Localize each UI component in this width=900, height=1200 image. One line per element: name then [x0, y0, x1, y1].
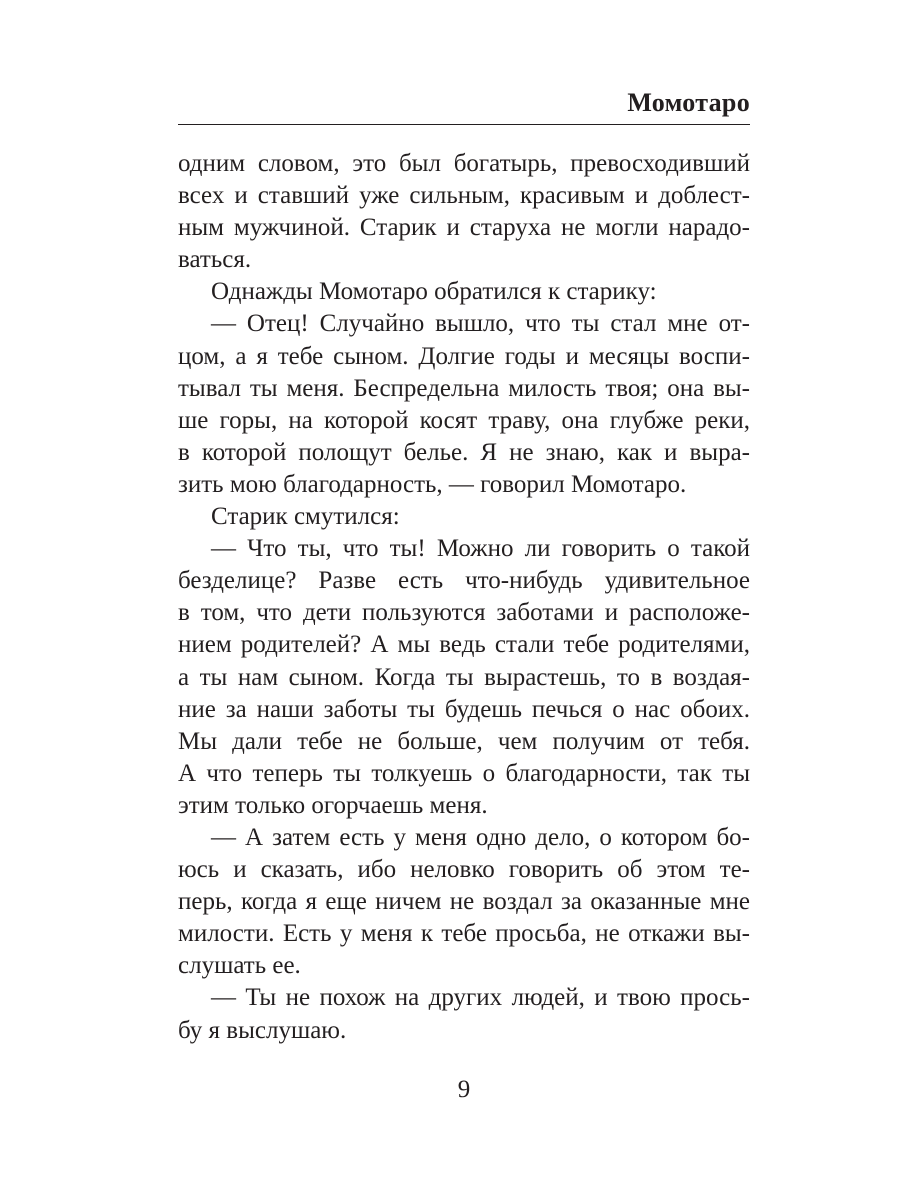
page-number: 9 — [457, 1076, 471, 1103]
text-line: нием родителей? А мы ведь стали тебе родителями, — [178, 631, 750, 659]
text-line: безделице? Разве есть что-нибудь удивительное — [178, 567, 750, 595]
text-line: этим только огорчаешь меня. — [178, 791, 488, 819]
text-line: в которой полощут белье. Я не знаю, как и выра- — [178, 438, 750, 466]
body-text — [178, 148, 750, 1047]
text-line: Однажды Момотаро обратился к старику: — [211, 278, 657, 306]
text-line: ваться. — [178, 246, 252, 274]
text-line: — Что ты, что ты! Можно ли говорить о такой — [211, 535, 750, 563]
text-line: А что теперь ты толкуешь о благодарности, так ты — [178, 759, 750, 787]
running-title: Момотаро — [627, 88, 750, 117]
text-line: зить мою благодарность, — говорил Момотаро. — [178, 470, 687, 498]
text-line: ным мужчиной. Старик и старуха не могли нарадо- — [178, 214, 750, 242]
header-rule — [178, 124, 750, 125]
text-line: ние за наши заботы ты будешь печься о нас обоих. — [178, 695, 750, 723]
text-line: одним словом, это был богатырь, превосходивший — [178, 150, 750, 177]
text-line: Старик смутился: — [211, 503, 400, 531]
text-line: а ты нам сыном. Когда ты вырастешь, то в воздая- — [178, 663, 750, 691]
text-line: цом, а я тебе сыном. Долгие годы и месяцы воспи- — [178, 342, 750, 370]
text-line: — Отец! Случайно вышло, что ты стал мне от- — [211, 310, 750, 338]
text-line: тывал ты меня. Беспредельна милость твоя; она вы- — [178, 374, 750, 402]
text-line: слушать ее. — [178, 952, 301, 980]
text-line: всех и ставший уже сильным, красивым и доблест- — [178, 182, 750, 210]
text-line: Мы дали тебе не больше, чем получим от тебя. — [178, 727, 750, 755]
text-line: юсь и сказать, ибо неловко говорить об этом те- — [178, 856, 750, 884]
text-line: бу я выслушаю. — [178, 1016, 347, 1044]
text-line: в том, что дети пользуются заботами и расположе- — [178, 599, 750, 627]
text-line: — Ты не похож на других людей, и твою прось- — [211, 984, 750, 1012]
text-line: ше горы, на которой косят траву, она глубже реки, — [178, 406, 750, 434]
text-line: перь, когда я еще ничем не воздал за оказанные мне — [178, 888, 750, 916]
text-line: — А затем есть у меня одно дело, о котором бо- — [211, 823, 750, 851]
text-line: милости. Есть у меня к тебе просьба, не откажи вы- — [178, 920, 750, 948]
